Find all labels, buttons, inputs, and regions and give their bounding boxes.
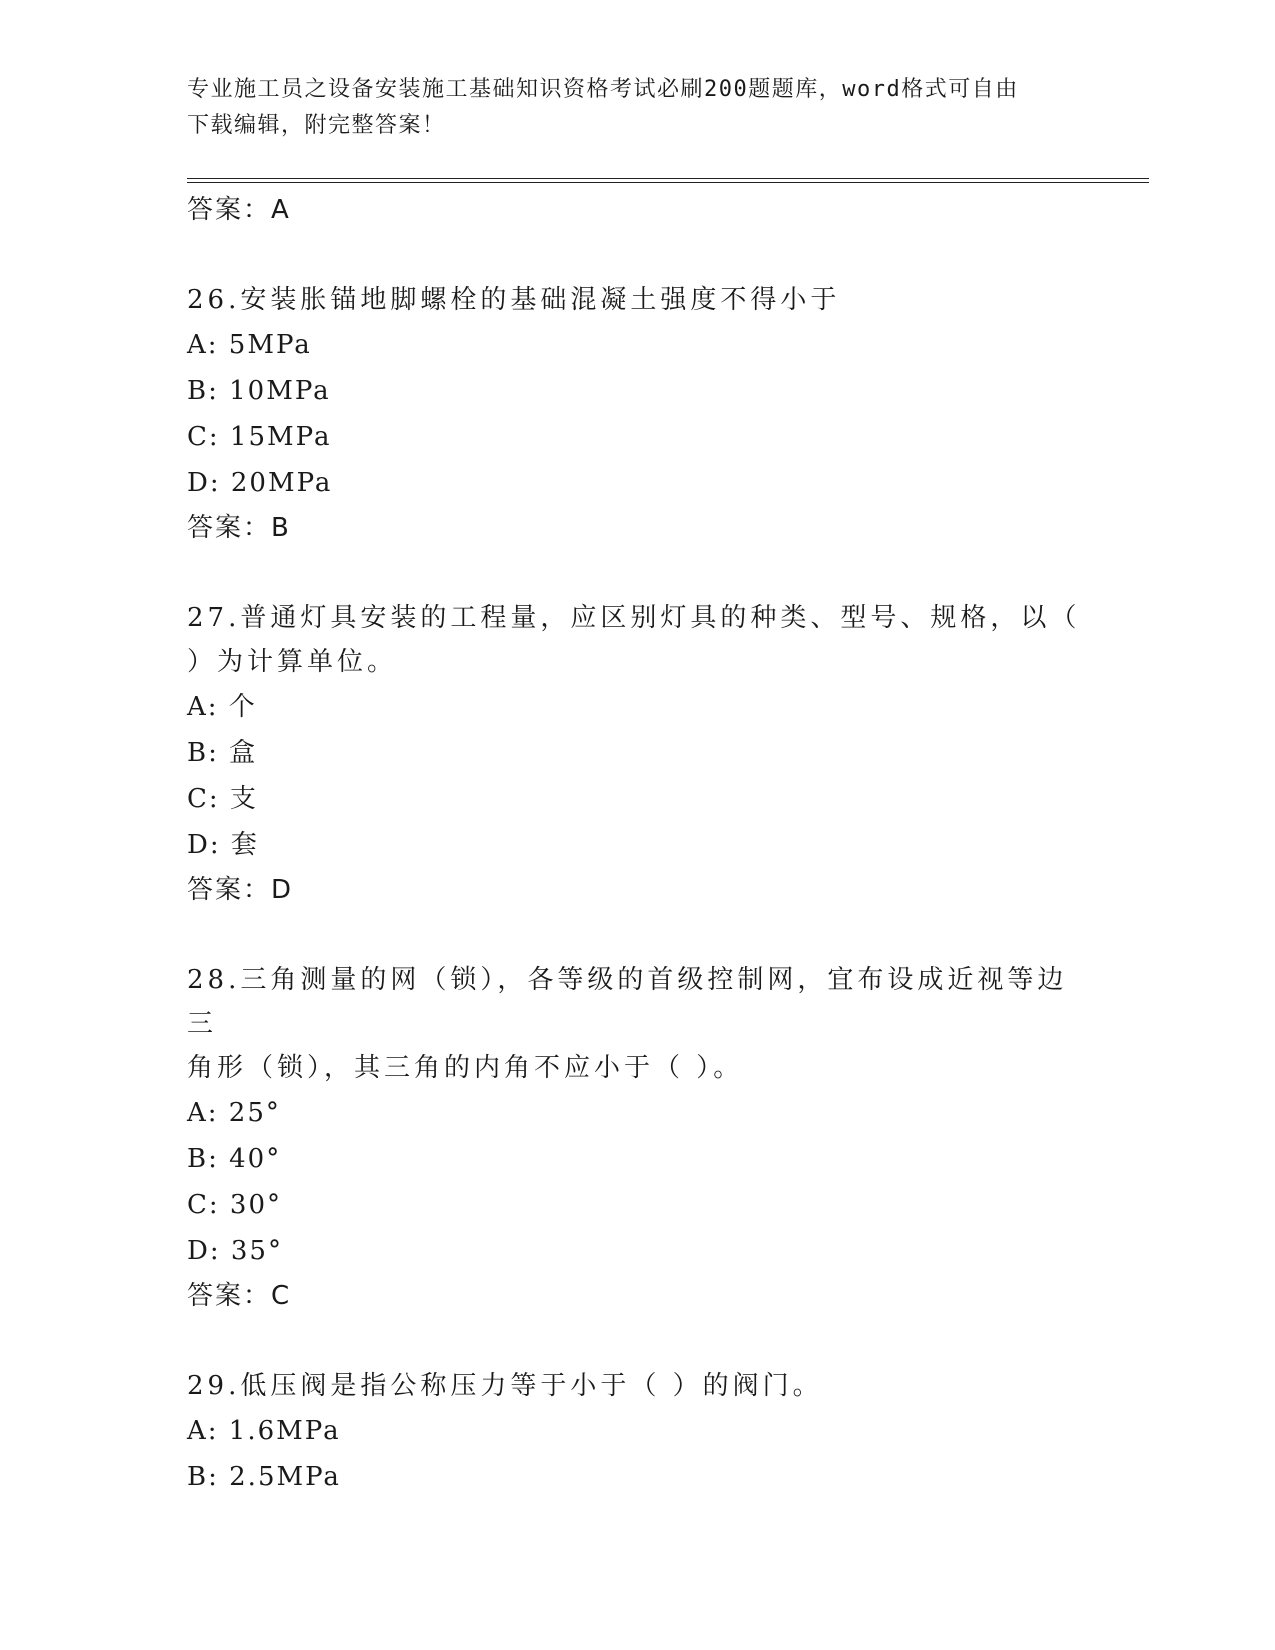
option-b: B: 盒	[187, 738, 258, 768]
option-a: A: 1.6MPa	[187, 1416, 341, 1446]
option-b: B: 40°	[187, 1144, 282, 1174]
option-d: D: 35°	[187, 1236, 283, 1266]
option-b: B: 2.5MPa	[187, 1462, 341, 1492]
header-line-1: 专业施工员之设备安装施工基础知识资格考试必刷200题题库，word格式可自由	[187, 77, 1019, 102]
spacer	[187, 550, 1087, 596]
option-c: C: 30°	[187, 1190, 283, 1220]
header-divider-top	[187, 178, 1149, 179]
question-answer: 答案：C	[187, 1281, 292, 1311]
question-stem-line-1: 28.三角测量的网（锁），各等级的首级控制网，宜布设成近视等边三	[187, 965, 1068, 1039]
option-c: C: 15MPa	[187, 422, 332, 452]
option-d: D: 20MPa	[187, 468, 333, 498]
header-divider-bottom	[187, 182, 1149, 183]
question-stem: 29.低压阀是指公称压力等于小于（ ）的阀门。	[187, 1371, 823, 1401]
spacer	[187, 232, 1087, 278]
question-stem: 26.安装胀锚地脚螺栓的基础混凝土强度不得小于	[187, 285, 841, 315]
question-28	[187, 958, 1087, 1318]
question-answer: 答案：B	[187, 513, 291, 543]
spacer	[187, 912, 1087, 958]
question-list	[187, 188, 1087, 1500]
option-d: D: 套	[187, 830, 259, 860]
question-stem-line-2: ）为计算单位。	[187, 647, 398, 677]
header-line-2: 下载编辑，附完整答案！	[187, 113, 446, 138]
option-a: A: 个	[187, 692, 257, 722]
question-29	[187, 1364, 1087, 1500]
previous-answer: 答案：A	[187, 195, 291, 225]
question-27	[187, 596, 1087, 912]
option-c: C: 支	[187, 784, 258, 814]
spacer	[187, 1318, 1087, 1364]
document-header	[187, 72, 1067, 144]
question-stem-line-1: 27.普通灯具安装的工程量，应区别灯具的种类、型号、规格，以（	[187, 603, 1081, 633]
question-answer: 答案：D	[187, 875, 294, 905]
question-26	[187, 278, 1087, 550]
option-a: A: 5MPa	[187, 330, 312, 360]
option-b: B: 10MPa	[187, 376, 331, 406]
question-stem-line-2: 角形（锁），其三角的内角不应小于（ ）。	[187, 1053, 744, 1083]
option-a: A: 25°	[187, 1098, 281, 1128]
